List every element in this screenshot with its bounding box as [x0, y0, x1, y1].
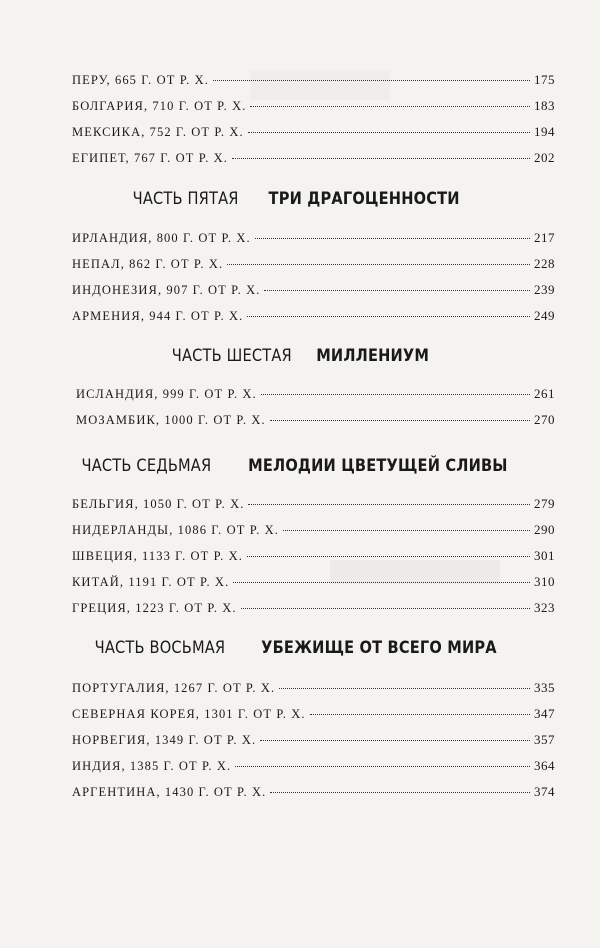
toc-entry[interactable] [72, 600, 555, 620]
leader-dots [232, 158, 530, 159]
toc-entry[interactable] [72, 124, 555, 144]
entry-page-number: 228 [534, 256, 555, 271]
entry-name: НОРВЕГИЯ, 1349 Г. ОТ Р. Х. [72, 733, 257, 747]
leader-dots [279, 688, 530, 689]
entry-page-number: 335 [534, 680, 555, 695]
leader-dots [247, 556, 530, 557]
part-label: ЧАСТЬ ПЯТАЯ [133, 189, 240, 209]
part-title: ТРИ ДРАГОЦЕННОСТИ [268, 189, 460, 209]
leader-dots [250, 106, 530, 107]
toc-entry[interactable] [76, 412, 555, 432]
leader-dots [260, 740, 530, 741]
leader-dots [255, 238, 530, 239]
leader-dots [248, 504, 530, 505]
entry-page-number: 194 [534, 124, 555, 139]
part-heading[interactable] [0, 456, 600, 476]
part-title: УБЕЖИЩЕ ОТ ВСЕГО МИРА [260, 638, 497, 658]
entry-name: ПЕРУ, 665 Г. ОТ Р. Х. [72, 73, 209, 87]
part-heading[interactable] [0, 189, 600, 209]
leader-dots [227, 264, 530, 265]
toc-entry[interactable] [72, 758, 555, 778]
entry-page-number: 347 [534, 706, 555, 721]
entry-page-number: 249 [534, 308, 555, 323]
toc-entry[interactable] [72, 282, 555, 302]
entry-page-number: 217 [534, 230, 555, 245]
entry-name: ШВЕЦИЯ, 1133 Г. ОТ Р. Х. [72, 549, 243, 563]
entry-page-number: 323 [534, 600, 555, 615]
leader-dots [213, 80, 530, 81]
leader-dots [283, 530, 530, 531]
entry-name: СЕВЕРНАЯ КОРЕЯ, 1301 Г. ОТ Р. Х. [72, 707, 306, 721]
leader-dots [270, 792, 530, 793]
toc-entry[interactable] [72, 784, 555, 804]
entry-name: АРМЕНИЯ, 944 Г. ОТ Р. Х. [72, 309, 244, 323]
entry-page-number: 279 [534, 496, 555, 511]
toc-entry[interactable] [72, 150, 555, 170]
toc-entry[interactable] [72, 680, 555, 700]
entry-page-number: 301 [534, 548, 555, 563]
part-title: МЕЛОДИИ ЦВЕТУЩЕЙ СЛИВЫ [248, 456, 509, 476]
leader-dots [261, 394, 530, 395]
entry-name: НЕПАЛ, 862 Г. ОТ Р. Х. [72, 257, 224, 271]
entry-name: МОЗАМБИК, 1000 Г. ОТ Р. Х. [76, 413, 266, 427]
entry-name: БОЛГАРИЯ, 710 Г. ОТ Р. Х. [72, 99, 247, 113]
entry-page-number: 239 [534, 282, 555, 297]
entry-page-number: 202 [534, 150, 555, 165]
entry-page-number: 310 [534, 574, 555, 589]
part-heading[interactable] [0, 346, 600, 366]
entry-page-number: 175 [534, 72, 555, 87]
toc-entry[interactable] [72, 706, 555, 726]
part-title: МИЛЛЕНИУМ [316, 346, 430, 366]
entry-page-number: 364 [534, 758, 555, 773]
toc-entry[interactable] [72, 230, 555, 250]
entry-name: АРГЕНТИНА, 1430 Г. ОТ Р. Х. [72, 785, 267, 799]
toc-entry[interactable] [72, 732, 555, 752]
leader-dots [235, 766, 530, 767]
entry-name: ИНДИЯ, 1385 Г. ОТ Р. Х. [72, 759, 232, 773]
part-label: ЧАСТЬ СЕДЬМАЯ [81, 456, 212, 476]
toc-entry[interactable] [72, 522, 555, 542]
entry-name: МЕКСИКА, 752 Г. ОТ Р. Х. [72, 125, 244, 139]
leader-dots [310, 714, 530, 715]
entry-name: КИТАЙ, 1191 Г. ОТ Р. Х. [72, 575, 230, 589]
toc-entry[interactable] [72, 98, 555, 118]
toc-entry[interactable] [72, 496, 555, 516]
leader-dots [233, 582, 530, 583]
toc-entry[interactable] [72, 256, 555, 276]
part-label: ЧАСТЬ ВОСЬМАЯ [94, 638, 226, 658]
leader-dots [247, 316, 530, 317]
entry-name: ИНДОНЕЗИЯ, 907 Г. ОТ Р. Х. [72, 283, 261, 297]
leader-dots [241, 608, 530, 609]
entry-page-number: 270 [534, 412, 555, 427]
part-heading[interactable] [0, 638, 600, 658]
entry-name: ИСЛАНДИЯ, 999 Г. ОТ Р. Х. [76, 387, 257, 401]
leader-dots [248, 132, 530, 133]
entry-page-number: 374 [534, 784, 555, 799]
leader-dots [264, 290, 530, 291]
entry-page-number: 261 [534, 386, 555, 401]
entry-page-number: 290 [534, 522, 555, 537]
toc-entry[interactable] [72, 308, 555, 328]
entry-page-number: 183 [534, 98, 555, 113]
entry-name: ЕГИПЕТ, 767 Г. ОТ Р. Х. [72, 151, 229, 165]
entry-name: ПОРТУГАЛИЯ, 1267 Г. ОТ Р. Х. [72, 681, 276, 695]
entry-name: БЕЛЬГИЯ, 1050 Г. ОТ Р. Х. [72, 497, 245, 511]
entry-name: ГРЕЦИЯ, 1223 Г. ОТ Р. Х. [72, 601, 237, 615]
toc-entry[interactable] [72, 574, 555, 594]
entry-page-number: 357 [534, 732, 555, 747]
toc-entry[interactable] [72, 72, 555, 92]
entry-name: НИДЕРЛАНДЫ, 1086 Г. ОТ Р. Х. [72, 523, 280, 537]
toc-entry[interactable] [76, 386, 555, 406]
part-label: ЧАСТЬ ШЕСТАЯ [171, 346, 292, 366]
toc-entry[interactable] [72, 548, 555, 568]
leader-dots [270, 420, 530, 421]
entry-name: ИРЛАНДИЯ, 800 Г. ОТ Р. Х. [72, 231, 251, 245]
